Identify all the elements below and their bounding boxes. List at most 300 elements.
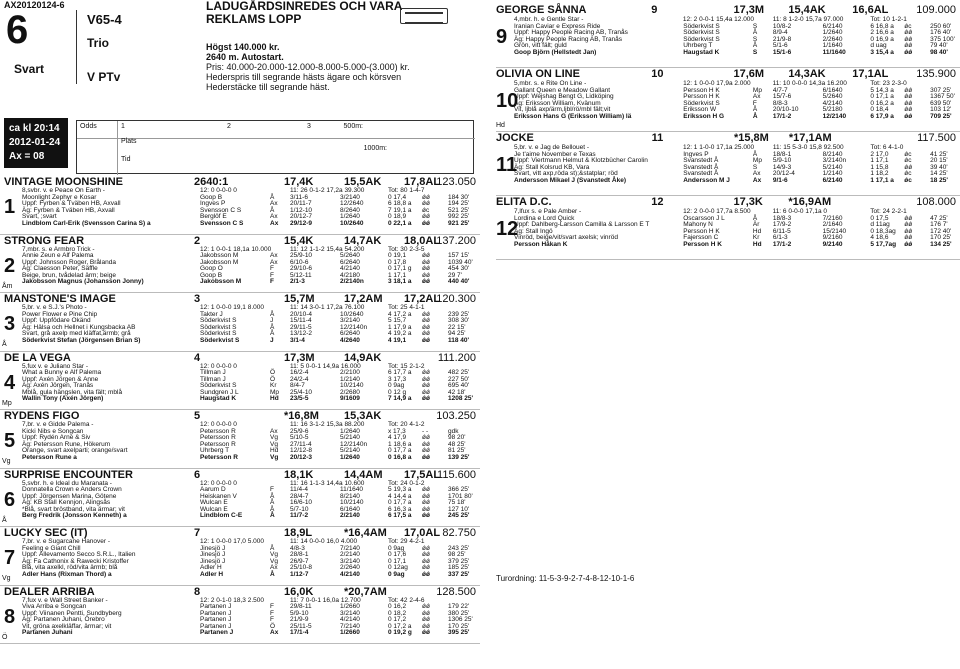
form-cell: 47 25'	[930, 214, 948, 222]
form-cell: 11/1640	[822, 48, 846, 56]
form-cell: 12/2140	[822, 112, 847, 120]
form-cell: 5,svbr. h. e Ideal du Maranata -	[22, 479, 112, 487]
form-cell: 7/2160	[822, 214, 843, 222]
start-number: 6	[4, 488, 16, 511]
horse-earnings: 120.300	[436, 293, 476, 305]
form-cell: 0 17,1	[388, 557, 407, 565]
form-cell: Svart, ;svart	[22, 213, 57, 220]
form-cell: Svanstedt Å	[683, 157, 719, 164]
form-cell: 0 19,1	[388, 252, 407, 259]
form-cell: 20/12-7	[290, 213, 313, 220]
form-cell: 28/4-7	[290, 492, 309, 500]
form-cell: Partanen J	[200, 629, 234, 636]
form-cell: Adler H	[200, 570, 224, 578]
form-cell: Mblå, gula hängslen, vita fält; mblå	[22, 388, 123, 396]
form-cell: 20/11-7	[290, 200, 312, 207]
horse-name: OLIVIA ON LINE	[496, 68, 580, 80]
form-cell: 0 16,2	[388, 603, 407, 610]
form-cell: 7,lfux s. e Pale Amber -	[514, 208, 582, 215]
form-cell: 454 30'	[448, 265, 470, 272]
form-cell: 11: 8 1-2-0 15,7a 97.000	[772, 16, 844, 23]
form-cell: Persson H K	[683, 86, 720, 94]
form-cell: ǿǿ	[422, 609, 430, 617]
form-cell: 39 40'	[930, 163, 948, 171]
form-cell: Tot: 10 1-2-1	[870, 16, 907, 23]
horse-speed-1: 17,4K	[284, 176, 314, 188]
form-cell: 0 18,2	[388, 609, 407, 617]
form-line	[22, 221, 478, 228]
form-cell: 12: 1 0-0-1 18,1a 10.000	[200, 245, 272, 253]
form-cell: Orange, svart axelparti; orange/svart	[22, 447, 128, 454]
form-cell: 6 16,8 a	[870, 22, 894, 30]
form-cell: Uppf: Johnsson Roger, Brålanda	[22, 258, 116, 266]
form-lines	[514, 17, 960, 56]
form-cell: Partanen Juhani	[22, 629, 73, 636]
form-cell: Andersson Mikael J (Svanstedt Åke)	[514, 176, 626, 184]
form-cell: 0 9ag	[388, 382, 405, 389]
form-cell: Vit, ljblå axp/ärm,ljbl/rö/mbl fält;vit	[514, 106, 611, 113]
horse-name: RYDENS FIGO	[4, 410, 80, 422]
form-cell: 20/10-10	[772, 106, 799, 113]
form-cell: 11: 7 0-0-1 16,0a 12.700	[290, 596, 361, 604]
form-cell: 184 30'	[448, 193, 470, 201]
grid-500m-label: 500m:	[343, 123, 363, 130]
form-cell: 0 18,3ag	[870, 227, 896, 235]
form-line	[22, 279, 478, 286]
form-cell: Äg: Claesson Peter, Säffle	[22, 265, 98, 272]
form-cell: 8/2140	[822, 150, 843, 158]
form-cell: 98 20'	[448, 434, 466, 441]
form-cell: Söderkvist S	[200, 317, 237, 324]
form-cell: 4/2140	[340, 570, 360, 578]
form-cell: 21/9-8	[772, 35, 792, 43]
form-cell: Uppf: Wejshag Bengt G, Lidköping	[514, 93, 614, 100]
horse-speed-2: 14,9AK	[344, 351, 382, 364]
form-cell: Vg	[270, 440, 278, 448]
form-cell: Feeling e Giant Chill	[22, 544, 81, 552]
form-cell: ǿǿ	[422, 200, 430, 207]
form-cell: Å	[270, 310, 275, 318]
form-cell: 1/2660	[340, 629, 360, 636]
form-cell: 0 9ag	[388, 570, 405, 578]
form-cell: Lindblom C-E	[200, 512, 243, 519]
form-cell: 12: 2 0-0-1 15,4a 12.000	[682, 16, 755, 23]
form-cell: 2/1640	[822, 221, 843, 228]
horse-earnings: 82.750	[442, 527, 476, 539]
start-time: ca kl 20:14	[9, 123, 60, 134]
form-cell: Heiskanen V	[200, 492, 237, 500]
form-cell: 12/2140n	[340, 440, 368, 448]
form-cell: Partanen J	[200, 622, 232, 630]
form-cell: 1/2640	[340, 213, 360, 220]
form-cell: ǿc	[904, 176, 912, 184]
form-cell: Söderkvist S	[200, 336, 240, 344]
home-track: Vg	[2, 458, 11, 465]
form-cell: S	[752, 22, 758, 30]
form-cell: 8,svbr. v. e Peace On Earth -	[22, 187, 105, 194]
form-cell: 12: 1 0-0-0 19,1 8.000	[200, 304, 264, 311]
form-cell: 2/2140	[340, 512, 360, 519]
form-cell: 245 25'	[448, 512, 470, 519]
form-cell: Äg: Stall Ingö	[514, 227, 553, 235]
form-cell: 4/2140	[822, 99, 843, 107]
form-cell: 6/2640	[340, 330, 360, 337]
form-cell: Jinesjö J	[200, 557, 226, 565]
start-number: 3	[4, 313, 16, 335]
horse-entry	[0, 469, 480, 528]
form-cell: 81 25'	[448, 447, 466, 454]
form-cell: Moonlight Zephyr e Kosar	[22, 193, 97, 201]
form-cell: Å	[752, 106, 758, 113]
form-cell: Söderkvist S	[200, 330, 237, 337]
form-cell: ǿǿ	[904, 35, 913, 43]
form-cell: Uppf: Dahlberg-Larsson Camilla & Larsson E T	[514, 221, 650, 228]
form-cell: 0 17,5	[870, 214, 889, 222]
horse-record: 3	[194, 293, 201, 305]
form-cell: 366 25'	[448, 486, 470, 493]
form-cell: Eriksson W	[683, 106, 717, 113]
form-cell: 7 19,1 a	[388, 206, 412, 214]
form-cell: 17/9-2	[772, 221, 792, 228]
form-cell: Mp	[752, 86, 762, 94]
form-cell: 12: 2 0-1-0 18,3 2.500	[200, 596, 264, 604]
form-cell: 6/1640	[340, 505, 360, 513]
form-cell: Berg Fredrik (Jonsson Kenneth) a	[22, 512, 127, 519]
horse-earnings: 137.200	[436, 234, 476, 247]
form-cell: 12: 0 0-0-0 0	[200, 187, 237, 194]
form-cell: Kicki Nibs e Songcan	[22, 427, 84, 435]
form-cell: Vg	[270, 453, 279, 461]
form-cell: Jakobsson M	[200, 252, 239, 259]
form-cell: 4/2180	[340, 271, 360, 279]
form-cell: Uppf: Allevamento Secco S.R.L., Italien	[22, 551, 136, 558]
form-cell: Aarum D	[200, 486, 226, 493]
grid-plats-label: Plats	[121, 138, 137, 145]
horse-speed-3: 18,0AL	[404, 234, 441, 247]
form-cell: Å	[270, 499, 275, 506]
form-cell: Goop B	[200, 193, 223, 201]
start-number: 1	[4, 196, 16, 218]
form-cell: S	[752, 163, 758, 171]
form-cell: Ax	[752, 176, 762, 184]
form-cell: Ax	[270, 200, 278, 207]
form-cell: ǿǿ	[422, 382, 430, 389]
form-cell: 10/2640	[340, 310, 364, 318]
form-cell: 6/2140	[822, 22, 843, 30]
form-cell: 25/4-10	[290, 388, 313, 396]
horse-earnings: 111.200	[437, 351, 476, 364]
form-cell: 5/12-11	[290, 271, 312, 279]
form-cell: 695 40'	[448, 382, 470, 389]
form-cell: Donnatella Crown e Anders Crown	[22, 486, 122, 493]
form-cell: 4/2640	[340, 336, 360, 344]
form-cell: 0 17,2 a	[388, 622, 412, 630]
horse-record: 2	[194, 234, 201, 247]
form-cell: 5/7-10	[290, 505, 309, 513]
form-cell: 7,br. v. e Gidde Palema -	[22, 421, 94, 428]
form-cell: 5 15,7	[388, 317, 407, 324]
form-cell: 25/9-10	[290, 252, 313, 259]
horse-speed-3: 17,5AL	[404, 468, 441, 481]
form-cell: 2 16,6 a	[870, 29, 894, 36]
form-cell: ǿǿ	[904, 29, 913, 36]
form-cell: Äg: Fa Cathonix & Rawecki Kristoffer	[22, 557, 129, 565]
form-cell: Adler Hans (Rixman Thord) a	[22, 570, 112, 578]
form-cell: Petersson R	[200, 427, 236, 435]
form-cell: 337 25'	[448, 570, 470, 578]
form-line	[22, 513, 478, 520]
form-cell: Söderkvist S	[200, 382, 237, 389]
form-cell: 29/10-6	[290, 265, 313, 272]
form-cell: ǿǿ	[422, 213, 430, 220]
form-cell: 3/2140n	[822, 157, 847, 164]
home-track: Å	[2, 516, 7, 524]
form-cell: 1 17,1	[870, 157, 889, 164]
form-cell: Hd	[270, 447, 279, 454]
form-cell: 0 17,1 g	[388, 265, 412, 272]
form-cell: ǿǿ	[904, 42, 913, 49]
form-cell: ǿc	[904, 22, 912, 30]
form-cell: Adler H	[200, 564, 222, 571]
form-cell: 0 17,2	[388, 616, 407, 623]
form-cell: 4 19,2 a	[388, 330, 412, 337]
form-cell: 134 25'	[930, 240, 952, 248]
form-cell: Tillman J	[200, 369, 226, 376]
entry-header	[496, 196, 960, 208]
form-cell: 239 25'	[448, 310, 470, 318]
form-cell: 0 17,6	[388, 551, 407, 558]
horse-speed-2: 14,7AK	[344, 234, 382, 247]
form-line	[22, 572, 478, 579]
form-cell: 15/2140	[822, 227, 847, 235]
form-cell: 0 17,4	[388, 193, 407, 201]
form-cell: ǿǿ	[904, 93, 913, 100]
form-cell: 14 25'	[930, 170, 948, 177]
form-cell: 0 12 g	[388, 388, 407, 396]
form-cell: Viva Arriba e Songcan	[22, 603, 87, 610]
home-track: Vg	[2, 575, 11, 582]
form-cell: Äg: Petersson Rune, Hökerum	[22, 440, 111, 448]
form-cell: Uppf: Jörgensen Marina, Götene	[22, 492, 117, 500]
form-cell: 11: 14 3-0-1 17,2a 76.100	[290, 304, 365, 311]
form-cell: 0 18,9	[388, 213, 407, 220]
form-cell: 1 17,1	[388, 271, 407, 279]
form-cell: ǿǿ	[904, 214, 913, 222]
form-cell: 24/2-4	[290, 375, 309, 383]
horse-speed-2: 15,4AK	[788, 4, 826, 16]
horse-speed-2: 15,5AK	[344, 176, 382, 188]
grid-place-3: 3	[307, 123, 311, 130]
form-cell: 11: 26 0-1-2 17,2a 39.300	[290, 187, 365, 194]
form-cell: Eriksson Hans G (Eriksson William) lä	[514, 112, 632, 120]
form-cell: 2/2640	[822, 35, 843, 43]
form-cell: F	[270, 609, 274, 617]
form-cell: ǿǿ	[904, 240, 913, 248]
horse-entry	[0, 527, 480, 586]
form-cell: 185 25'	[448, 564, 470, 571]
horse-name: DEALER ARRIBA	[4, 585, 95, 598]
form-cell: 94 25'	[448, 330, 466, 337]
form-cell: Tot: 25 4-1-1	[388, 304, 425, 311]
form-cell: J	[270, 336, 274, 344]
form-cell: 0 9ag	[388, 544, 405, 552]
start-number: 8	[4, 605, 16, 628]
horse-speed-3	[852, 196, 916, 208]
form-cell: Vg	[270, 551, 278, 558]
form-cell: Å	[752, 214, 758, 222]
form-cell: S	[752, 48, 758, 56]
form-cell: 1/2640	[822, 29, 843, 36]
form-lines	[22, 422, 478, 461]
form-lines	[514, 81, 960, 120]
form-cell: 307 25'	[930, 86, 952, 94]
form-cell: 1/12-7	[290, 570, 309, 578]
form-cell: Hd	[270, 395, 279, 402]
form-line	[22, 396, 478, 403]
form-cell: 7,mbr. s. e Armbro Trick -	[22, 245, 95, 253]
horse-entry	[0, 352, 480, 411]
form-cell: 41 25'	[930, 150, 948, 158]
form-cell: 8/2640	[340, 206, 360, 214]
form-cell: 482 25'	[448, 369, 470, 376]
form-cell: Svart, vitt axp,röda st);&statplar; röd	[514, 170, 618, 177]
form-cell: 0 18,4	[870, 106, 889, 113]
form-line	[514, 50, 960, 57]
form-cell: 98 25'	[448, 551, 466, 558]
home-track: Hd	[496, 122, 505, 129]
start-number: 2	[4, 254, 16, 277]
form-cell: 1/2660	[340, 603, 360, 610]
form-cell: Söderkvist S	[683, 99, 720, 107]
form-cell: 6/11-5	[772, 227, 791, 235]
form-cell: ǿǿ	[422, 512, 430, 519]
form-cell: Ax	[270, 427, 278, 435]
form-cell: 25/11-5	[290, 622, 312, 630]
form-cell: Tot: 30 2-3-5	[388, 245, 425, 253]
form-cell: Lordina e Lord Quick	[514, 214, 575, 222]
form-cell: d 11ag	[870, 221, 890, 228]
form-cell: 5 14,3 a	[870, 86, 894, 94]
form-cell: F	[752, 99, 757, 107]
form-cell: Wulcan E	[200, 505, 228, 513]
form-cell: ǿǿ	[422, 219, 430, 227]
horse-entry	[0, 586, 480, 645]
form-cell: Å	[752, 29, 758, 36]
horse-earnings: 103.250	[436, 410, 476, 422]
form-cell: 1/2640	[340, 427, 360, 435]
start-date: 2012-01-24	[9, 137, 61, 148]
form-cell: 521 25'	[448, 206, 470, 214]
race-info-line: Hederspris till segrande hästs ägare och körsven Hederstäcke till segrande häst.	[206, 72, 402, 92]
form-cell: 11: 14 0-0-0 16,0 4.000	[290, 538, 358, 545]
race-info-line: 2640 m. Autostart.	[206, 52, 284, 62]
horse-record: 12	[651, 196, 664, 208]
form-cell: 10/2640	[340, 219, 364, 227]
form-cell: ǿǿ	[422, 622, 430, 630]
form-cell: 5 19,3 a	[388, 486, 412, 493]
form-cell: Persson H K	[683, 240, 722, 248]
form-cell: ǿǿ	[904, 86, 913, 94]
form-cell: 2/2640	[340, 564, 360, 571]
form-cell: ǿc	[904, 150, 912, 158]
form-cell: Söderkvist S	[683, 35, 720, 43]
horse-name: DE LA VEGA	[4, 351, 71, 364]
form-cell: 227 50'	[448, 375, 470, 383]
form-cell: Goop Björn (Hellstedt Jan)	[514, 48, 597, 56]
form-cell: Tot: 20 4-1-2	[388, 421, 425, 428]
horse-speed-1: 18,1K	[284, 468, 314, 481]
form-cell: 118 40'	[448, 336, 470, 344]
form-cell: Å	[270, 206, 275, 214]
start-number: 9	[496, 26, 508, 48]
form-cell: 3/2140	[340, 317, 360, 324]
result-grid	[76, 120, 474, 174]
horse-speed-2: *20,7AM	[344, 585, 387, 598]
form-cell: 22 15'	[448, 323, 466, 331]
form-cell: 1 17,1 a	[870, 176, 894, 184]
form-cell: 28/8-1	[290, 551, 309, 558]
form-cell: Ö	[270, 369, 276, 376]
horse-speed-2: 14,4AM	[344, 468, 383, 481]
form-cell: 0 16,8 a	[388, 453, 412, 461]
horse-speed-1: *15,8M	[733, 132, 769, 144]
form-cell: 6/1-3	[772, 234, 788, 241]
entries-list-left	[0, 176, 480, 644]
form-cell: - -	[422, 427, 429, 435]
horse-name: GEORGE SÅNNA	[496, 4, 587, 16]
form-cell: Söderkvist S	[683, 29, 720, 36]
form-cell: 2/2140n	[340, 278, 364, 285]
form-cell: 6/1640	[822, 86, 843, 94]
form-cell: ǿǿ	[422, 616, 430, 623]
form-cell: x 17,3	[388, 427, 406, 435]
form-cell: 3/1-4	[290, 336, 305, 344]
form-cell: 6/2640	[340, 258, 360, 266]
form-cell: ǿǿ	[904, 163, 913, 171]
form-cell: Fajersson C	[683, 234, 719, 241]
race-number: 6	[6, 8, 29, 52]
form-cell: 2/2140	[340, 551, 360, 558]
start-number: 4	[4, 371, 16, 394]
horse-earnings: 108.000	[916, 196, 956, 208]
horse-speed-2: 14,3AK	[788, 68, 826, 80]
form-cell: F	[270, 486, 274, 493]
horse-record: 11	[651, 132, 664, 144]
horse-name: LUCKY SEC (IT)	[4, 527, 88, 539]
form-cell: 12: 1 0-0-0 17,0 5.000	[200, 538, 264, 545]
form-cell: 6 17,7 a	[388, 369, 412, 376]
form-cell: Petersson R	[200, 453, 238, 461]
form-cell: 6 17,9 a	[870, 112, 894, 120]
horse-speed-3: 17,1AL	[852, 68, 889, 80]
form-cell: 3/11-6	[290, 193, 308, 201]
horse-entry	[0, 410, 480, 469]
form-cell: Tot: 24 2-2-1	[870, 208, 907, 215]
form-cell: Vit, gröna axelkläffar, ärmar; vit	[22, 622, 112, 630]
horse-entry	[0, 235, 480, 294]
form-cell: 3 18,1 a	[388, 278, 412, 285]
form-cell: *Blå, svart bröstband, vita ärmar; vit	[22, 505, 125, 513]
race-code: AX20120124-6	[4, 0, 65, 10]
form-cell: 250 60'	[930, 22, 952, 30]
form-cell: ǿǿ	[422, 603, 430, 610]
form-cell: Äg: Axén Jörgen, Tranås	[22, 382, 94, 389]
form-cell: 1/2640	[340, 453, 360, 461]
form-line	[514, 114, 960, 121]
form-cell: 1039 40'	[448, 258, 473, 266]
form-cell: ǿǿ	[422, 499, 430, 506]
form-cell: 4/2140	[340, 616, 360, 623]
